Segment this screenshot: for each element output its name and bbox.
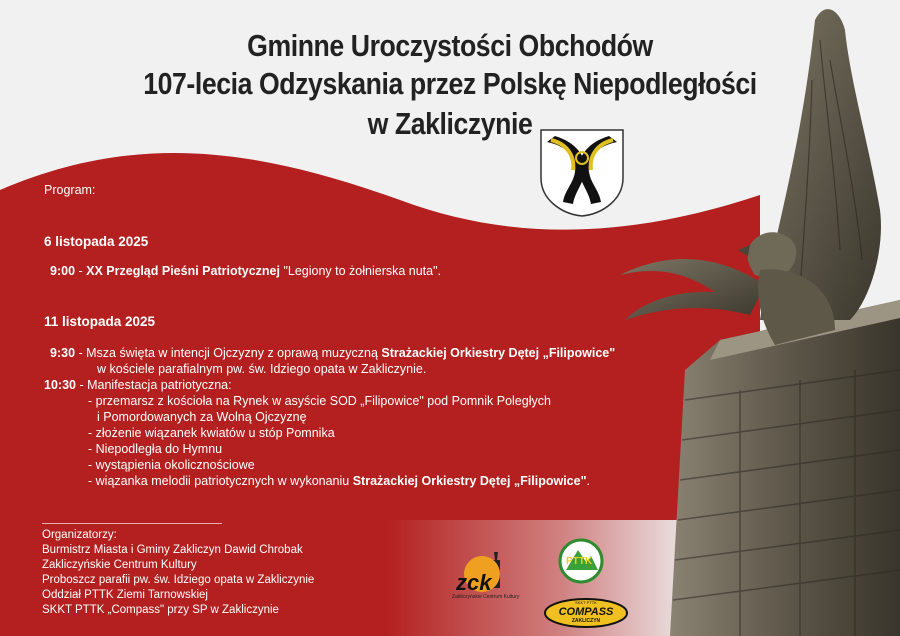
day2-sub-1-cont: i Pomordowanych za Wolną Ojczyznę — [97, 410, 307, 424]
organizer-line: SKKT PTTK „Compass" przy SP w Zakliczynie — [42, 604, 279, 616]
day2-item-2-time: 10:30 — [44, 378, 76, 392]
day2-item-2 — [44, 377, 232, 394]
day1-item-1-desc: "Legiony to żołnierska nuta". — [279, 264, 442, 278]
zck-logo-text: zck — [456, 570, 492, 595]
day2-sub-1: - przemarsz z kościoła na Rynek w asyście SOD „Filipowice" pod Pomnik Poległych — [88, 394, 551, 408]
day2-sub-5 — [88, 473, 590, 490]
pttk-logo-text: PTTK — [566, 556, 593, 567]
zck-caption: Zakliczyńskie Centrum Kultury — [452, 594, 520, 600]
day1-item-1-time: 9:00 — [50, 264, 76, 278]
organizer-line: Burmistrz Miasta i Gminy Zakliczyn Dawid Chrobak — [42, 544, 303, 556]
pttk-logo — [558, 538, 604, 584]
compass-bottom-text: ZAKLICZYN — [571, 618, 601, 624]
compass-main-text: COMPASS — [558, 606, 614, 618]
day2-sub-5-lead: - wiązanka melodii patriotycznych w wykonaniu — [88, 474, 353, 488]
day2-item-1 — [50, 345, 615, 362]
organizer-line: Oddział PTTK Ziemi Tarnowskiej — [42, 589, 208, 601]
compass-top-text: SKKT PTTK — [575, 600, 597, 605]
day2-sub-3: - Niepodległa do Hymnu — [88, 442, 223, 456]
day1-item-1-event: XX Przegląd Pieśni Patriotycznej — [86, 264, 280, 278]
organizer-line: Zakliczyńskie Centrum Kultury — [42, 559, 197, 571]
program-label: Program: — [44, 183, 96, 197]
organizers-block — [42, 528, 314, 618]
organizers-divider — [42, 523, 222, 524]
day1-item-1 — [50, 263, 441, 280]
day2-sub-4: - wystąpienia okolicznościowe — [88, 458, 255, 472]
day1-item-1-dash: - — [75, 264, 87, 278]
day2-item-1-desc: - Msza święta w intencji Ojczyzny z oprawą muzyczną — [75, 346, 382, 360]
day2-item-1-orchestra: Strażackiej Orkiestry Dętej „Filipowice" — [381, 346, 616, 360]
day2-sub-2: - złożenie wiązanek kwiatów u stóp Pomnika — [88, 426, 335, 440]
day2-sub-5-end: . — [586, 474, 590, 488]
organizers-label: Organizatorzy: — [42, 529, 117, 541]
title-line-1: Gminne Uroczystości Obchodów — [247, 28, 653, 63]
day2-date: 11 listopada 2025 — [44, 314, 156, 329]
organizer-line: Proboszcz parafii pw. św. Idziego opata w Zakliczynie — [42, 574, 315, 586]
day2-sub-5-orchestra: Strażackiej Orkiestry Dętej „Filipowice" — [352, 474, 587, 488]
title-line-3: w Zakliczynie — [367, 106, 533, 141]
day2-item-1-time: 9:30 — [50, 346, 76, 360]
zck-logo — [448, 548, 518, 608]
zakliczyn-coat-of-arms-icon — [537, 128, 627, 218]
day2-item-2-desc: - Manifestacja patriotyczna: — [75, 378, 232, 392]
day2-item-1-cont: w kościele parafialnym pw. św. Idziego opata w Zakliczynie. — [97, 362, 427, 376]
compass-logo — [544, 598, 628, 628]
title-line-2: 107-lecia Odzyskania przez Polskę Niepodległości — [143, 66, 757, 101]
day1-date: 6 listopada 2025 — [44, 234, 149, 249]
